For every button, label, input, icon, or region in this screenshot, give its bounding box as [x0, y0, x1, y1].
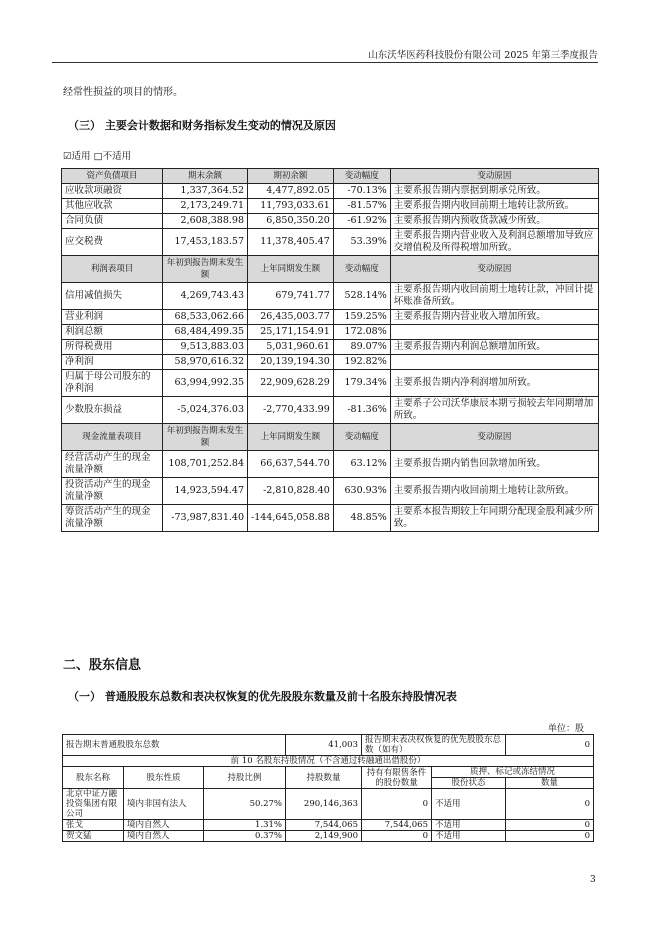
cash-header-cell: 变动原因 [390, 424, 598, 451]
balance-cell: 2,173,249.71 [163, 199, 248, 214]
cash-cell: 630.93% [333, 478, 390, 505]
income-cell: 归属于母公司股东的净利润 [62, 370, 163, 397]
cash-cell: -144,645,058.88 [248, 505, 334, 532]
page-number: 3 [590, 875, 596, 885]
income-cell: 192.82% [333, 355, 390, 370]
income-cell: 信用减值损失 [62, 283, 163, 310]
shareholder-cell: 境内自然人 [124, 820, 204, 831]
sh-header: 数量 [506, 778, 594, 789]
cash-cell: 主要系报告期内销售回款增加所致。 [390, 451, 598, 478]
income-cell: 主要系报告期内营业收入增加所致。 [390, 310, 598, 325]
cash-cell: 66,637,544.70 [248, 451, 334, 478]
shareholder-cell: 不适用 [432, 831, 506, 842]
income-cell: 172.08% [333, 325, 390, 340]
balance-cell: 2,608,388.98 [163, 214, 248, 229]
income-cell: 528.14% [333, 283, 390, 310]
balance-header-cell: 变动原因 [390, 169, 598, 184]
cash-header-cell: 上年同期发生额 [248, 424, 334, 451]
balance-cell: 主要系报告期内票据到期承兑所致。 [390, 184, 598, 199]
balance-cell: -61.92% [333, 214, 390, 229]
section2-title: 二、股东信息 [63, 658, 142, 673]
balance-cell: -70.13% [333, 184, 390, 199]
cash-header-cell: 变动幅度 [333, 424, 390, 451]
header-rule [52, 62, 598, 63]
shareholder-cell: 0.37% [204, 831, 286, 842]
income-cell: 26,435,003.77 [248, 310, 334, 325]
income-cell: 利润总额 [62, 325, 163, 340]
income-cell [390, 325, 598, 340]
table-row [62, 505, 599, 532]
balance-cell: -81.57% [333, 199, 390, 214]
income-cell: 179.34% [333, 370, 390, 397]
cash-cell: 108,701,252.84 [163, 451, 248, 478]
shareholder-cell: 2,149,900 [286, 831, 362, 842]
income-cell: 4,269,743.43 [163, 283, 248, 310]
shareholder-row [63, 789, 594, 820]
income-cell: 679,741.77 [248, 283, 334, 310]
table-row [62, 478, 599, 505]
income-cell: 5,031,960.61 [248, 340, 334, 355]
cash-cell: 经营活动产生的现金流量净额 [62, 451, 163, 478]
income-cell: 所得税费用 [62, 340, 163, 355]
cash-cell: 筹资活动产生的现金流量净额 [62, 505, 163, 532]
cash-cell: 14,923,594.47 [163, 478, 248, 505]
shareholder-cell: 贺文猛 [63, 831, 124, 842]
income-cell: 9,513,883.03 [163, 340, 248, 355]
sh-header: 持有有限售条件的股份数量 [362, 767, 432, 789]
sh-header: 股份状态 [432, 778, 506, 789]
income-cell: 25,171,154.91 [248, 325, 334, 340]
shareholder-cell: 境内自然人 [124, 831, 204, 842]
income-cell: 68,533,062.66 [163, 310, 248, 325]
balance-cell: 主要系报告期内营业收入及利润总额增加导致应交增值税及所得税增加所致。 [390, 229, 598, 256]
table-row [62, 229, 599, 256]
income-cell: 营业利润 [62, 310, 163, 325]
table-row [62, 370, 599, 397]
shareholder-cell: 0 [506, 789, 594, 820]
income-cell: 主要系报告期内净利润增加所致。 [390, 370, 598, 397]
income-cell: 68,484,499.35 [163, 325, 248, 340]
income-cell: 89.07% [333, 340, 390, 355]
balance-cell: 11,793,033.61 [248, 199, 334, 214]
cash-cell: 主要系报告期内收回前期土地转让款所致。 [390, 478, 598, 505]
balance-cell: 主要系报告期内收回前期土地转让款所致。 [390, 199, 598, 214]
shareholder-cell: 50.27% [204, 789, 286, 820]
shareholder-cell: 境内非国有法人 [124, 789, 204, 820]
pref-holders-label: 报告期末表决权恢复的优先股股东总数（如有） [362, 735, 506, 756]
income-header-cell: 年初到报告期末发生额 [163, 256, 248, 283]
shareholder-cell: 290,146,363 [286, 789, 362, 820]
cash-cell: -2,810,828.40 [248, 478, 334, 505]
pref-holders-value: 0 [506, 735, 594, 756]
shareholder-cell: 7,544,065 [286, 820, 362, 831]
balance-cell: 53.39% [333, 229, 390, 256]
shareholder-cell: 张戈 [63, 820, 124, 831]
total-holders-label: 报告期末普通股股东总数 [63, 735, 286, 756]
cash-header-row [62, 424, 599, 451]
balance-cell: 17,453,183.57 [163, 229, 248, 256]
balance-cell: 1,337,364.52 [163, 184, 248, 199]
income-cell [390, 355, 598, 370]
income-cell: 主要系报告期内收回前期土地转让款，冲回计提坏账准备所致。 [390, 283, 598, 310]
income-cell: 58,970,616.32 [163, 355, 248, 370]
sh-header: 持股比例 [204, 767, 286, 789]
checked-box-icon: ☑ [63, 151, 72, 162]
balance-cell: 应收款项融资 [62, 184, 163, 199]
shareholder-cell: 不适用 [432, 789, 506, 820]
cash-cell: -73,987,831.40 [163, 505, 248, 532]
table-row [62, 325, 599, 340]
table-row [62, 340, 599, 355]
income-header-cell: 上年同期发生额 [248, 256, 334, 283]
balance-cell: 应交税费 [62, 229, 163, 256]
balance-header-cell: 变动幅度 [333, 169, 390, 184]
shareholder-cell: 0 [506, 831, 594, 842]
balance-header-cell: 资产负债项目 [62, 169, 163, 184]
income-cell: 主要系报告期内利润总额增加所致。 [390, 340, 598, 355]
sh-header: 持股数量 [286, 767, 362, 789]
page-header: 山东沃华医药科技股份有限公司 2025 年第三季度报告 [368, 50, 598, 61]
income-cell: 63,994,992.35 [163, 370, 248, 397]
income-cell: 主要系子公司沃华康辰本期亏损较去年同期增加所致。 [390, 397, 598, 424]
table-row [62, 199, 599, 214]
table-row [62, 184, 599, 199]
sh-header: 股东性质 [124, 767, 204, 789]
intro-text: 经常性损益的项目的情形。 [63, 87, 183, 98]
balance-cell: 4,477,892.05 [248, 184, 334, 199]
income-header-row [62, 256, 599, 283]
income-cell: 20,139,194.30 [248, 355, 334, 370]
shareholder-cell: 0 [506, 820, 594, 831]
balance-header-cell: 期初余额 [248, 169, 334, 184]
shareholder-cell: 北京中证万融投资集团有限公司 [63, 789, 124, 820]
income-header-cell: 利润表项目 [62, 256, 163, 283]
shareholder-cell: 不适用 [432, 820, 506, 831]
income-header-cell: 变动幅度 [333, 256, 390, 283]
cash-cell: 主要系本报告期较上年同期分配现金股利减少所致。 [390, 505, 598, 532]
shareholder-cell: 7,544,065 [362, 820, 432, 831]
shareholder-cell: 0 [362, 831, 432, 842]
applicable-checkbox-group [63, 148, 131, 162]
applicable-label: 适用 [71, 151, 91, 162]
table-row [62, 214, 599, 229]
balance-cell: 其他应收款 [62, 199, 163, 214]
shareholder-cell: 1.31% [204, 820, 286, 831]
unit-label: 单位：股 [548, 724, 585, 734]
balance-cell: 11,378,405.47 [248, 229, 334, 256]
income-cell: 159.25% [333, 310, 390, 325]
cash-cell: 48.85% [333, 505, 390, 532]
table-row [62, 355, 599, 370]
cash-header-cell: 现金流量表项目 [62, 424, 163, 451]
unchecked-box-icon: □ [93, 151, 103, 162]
income-cell: 少数股东损益 [62, 397, 163, 424]
sh-header: 股东名称 [63, 767, 124, 789]
balance-header-cell: 期末余额 [163, 169, 248, 184]
balance-header-row [62, 169, 599, 184]
table-row [62, 283, 599, 310]
table-row [62, 310, 599, 325]
sh-header: 质押、标记或冻结情况 [432, 767, 594, 778]
income-cell: -2,770,433.99 [248, 397, 334, 424]
income-cell: -5,024,376.03 [163, 397, 248, 424]
total-holders-value: 41,003 [286, 735, 362, 756]
section3-title: （三） 主要会计数据和财务指标发生变动的情况及原因 [68, 119, 336, 132]
balance-cell: 6,850,350.20 [248, 214, 334, 229]
balance-cell: 合同负债 [62, 214, 163, 229]
shareholder-table [62, 734, 594, 842]
table-row [62, 397, 599, 424]
section2-subtitle: （一） 普通股股东总数和表决权恢复的优先股股东数量及前十名股东持股情况表 [68, 690, 457, 703]
shareholder-cell: 0 [362, 789, 432, 820]
table-row [62, 451, 599, 478]
shareholder-row [63, 820, 594, 831]
top10-title: 前 10 名股东持股情况（不含通过转融通出借股份） [63, 756, 594, 767]
financial-changes-table [61, 168, 599, 532]
income-header-cell: 变动原因 [390, 256, 598, 283]
balance-cell: 主要系报告期内预收货款减少所致。 [390, 214, 598, 229]
income-cell: 22,909,628.29 [248, 370, 334, 397]
income-cell: -81.36% [333, 397, 390, 424]
not-applicable-label: 不适用 [102, 151, 132, 162]
cash-header-cell: 年初到报告期末发生额 [163, 424, 248, 451]
income-cell: 净利润 [62, 355, 163, 370]
cash-cell: 投资活动产生的现金流量净额 [62, 478, 163, 505]
shareholder-row [63, 831, 594, 842]
cash-cell: 63.12% [333, 451, 390, 478]
